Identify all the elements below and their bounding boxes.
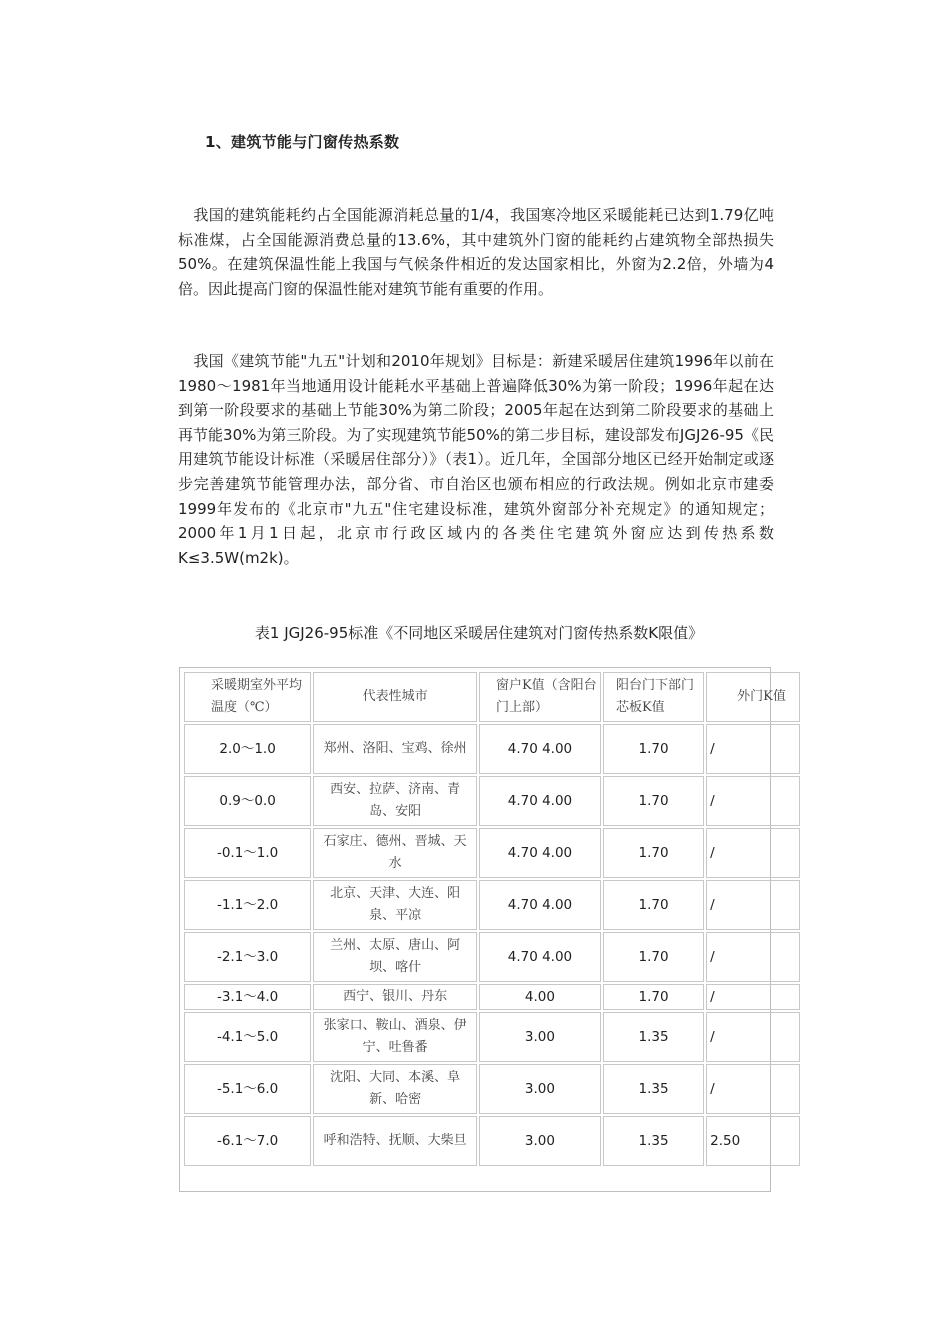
cell-balcony-k: 1.35 — [603, 1116, 704, 1166]
cell-door-k: / — [706, 984, 800, 1010]
cell-temperature: -2.1～3.0 — [184, 932, 311, 982]
header-door-k: 外门K值 — [706, 672, 800, 722]
cell-window-k: 4.70 4.00 — [479, 776, 601, 826]
paragraph-energy-consumption — [178, 203, 774, 301]
cell-window-k: 3.00 — [479, 1116, 601, 1166]
table-row — [184, 828, 800, 878]
table-row — [184, 932, 800, 982]
cell-window-k: 4.70 4.00 — [479, 932, 601, 982]
paragraph-energy-targets — [178, 349, 774, 570]
k-value-table-container — [179, 667, 786, 1192]
cell-door-k: / — [706, 1064, 800, 1114]
cell-window-k: 3.00 — [479, 1012, 601, 1062]
cell-window-k: 4.00 — [479, 984, 601, 1010]
table-row — [184, 880, 800, 930]
paragraph-text: 我国的建筑能耗约占全国能源消耗总量的1/4，我国寒冷地区采暖能耗已达到1.79亿吨标准煤，占全国能源消费总量的13.6%，其中建筑外门窗的能耗约占建筑物全部热损失50%。在建筑保温性能上我国与气候条件相近的发达国家相比，外窗为2.2倍，外墙为4倍。因此提高门窗的保温性能对建筑节能有重要的作用。 — [178, 206, 774, 298]
cell-temperature: -4.1～5.0 — [184, 1012, 311, 1062]
cell-city: 呼和浩特、抚顺、大柴旦 — [313, 1116, 477, 1166]
header-city: 代表性城市 — [313, 672, 477, 722]
cell-door-k: / — [706, 932, 800, 982]
k-value-table — [182, 670, 802, 1168]
table-row — [184, 1012, 800, 1062]
cell-door-k: / — [706, 828, 800, 878]
cell-temperature: -5.1～6.0 — [184, 1064, 311, 1114]
table-row — [184, 724, 800, 774]
section-heading: 1、建筑节能与门窗传热系数 — [205, 133, 400, 151]
cell-balcony-k: 1.70 — [603, 828, 704, 878]
paragraph-text: 我国《建筑节能"九五"计划和2010年规划》目标是：新建采暖居住建筑1996年以前在1980～1981年当地通用设计能耗水平基础上普遍降低30%为第一阶段；1996年起在达到第一阶段要求的基础上节能30%为第二阶段；2005年起在达到第二阶段要求的基础上再节能30%为第三阶段。为了实现建筑节能50%的第二步目标，建设部发布JGJ26-95《民用建筑节能设计标准（采暖居住部分）》（表1）。近几年，全国部分地区已经开始制定或逐步完善建筑节能管理办法，部分省、市自治区也颁布相应的行政法规。例如北京市建委1999年发布的《北京市"九五"住宅建设标准，建筑外窗部分补充规定》的通知规定；2000年1月1日起，北京市行政区域内的各类住宅建筑外窗应达到传热系数K≤3.5W(m2k)。 — [178, 352, 774, 567]
cell-balcony-k: 1.70 — [603, 724, 704, 774]
cell-balcony-k: 1.35 — [603, 1064, 704, 1114]
table-row — [184, 984, 800, 1010]
cell-balcony-k: 1.70 — [603, 880, 704, 930]
cell-temperature: -0.1～1.0 — [184, 828, 311, 878]
table-row — [184, 1116, 800, 1166]
cell-window-k: 4.70 4.00 — [479, 724, 601, 774]
cell-balcony-k: 1.35 — [603, 1012, 704, 1062]
cell-door-k: / — [706, 1012, 800, 1062]
header-balcony-k: 阳台门下部门芯板K值 — [603, 672, 704, 722]
cell-window-k: 3.00 — [479, 1064, 601, 1114]
cell-city: 沈阳、大同、本溪、阜新、哈密 — [313, 1064, 477, 1114]
cell-window-k: 4.70 4.00 — [479, 880, 601, 930]
cell-temperature: 2.0～1.0 — [184, 724, 311, 774]
cell-city: 西宁、银川、丹东 — [313, 984, 477, 1010]
cell-temperature: 0.9～0.0 — [184, 776, 311, 826]
table-row — [184, 1064, 800, 1114]
cell-balcony-k: 1.70 — [603, 984, 704, 1010]
cell-door-k: 2.50 — [706, 1116, 800, 1166]
cell-temperature: -6.1～7.0 — [184, 1116, 311, 1166]
cell-city: 石家庄、德州、晋城、天水 — [313, 828, 477, 878]
cell-city: 兰州、太原、唐山、阿坝、喀什 — [313, 932, 477, 982]
cell-city: 西安、拉萨、济南、青岛、安阳 — [313, 776, 477, 826]
cell-balcony-k: 1.70 — [603, 776, 704, 826]
cell-temperature: -3.1～4.0 — [184, 984, 311, 1010]
cell-temperature: -1.1～2.0 — [184, 880, 311, 930]
cell-balcony-k: 1.70 — [603, 932, 704, 982]
table-row — [184, 776, 800, 826]
cell-door-k: / — [706, 880, 800, 930]
cell-door-k: / — [706, 724, 800, 774]
cell-door-k: / — [706, 776, 800, 826]
cell-window-k: 4.70 4.00 — [479, 828, 601, 878]
table-header-row — [184, 672, 800, 722]
header-temperature: 采暖期室外平均温度（℃） — [184, 672, 311, 722]
cell-city: 北京、天津、大连、阳泉、平凉 — [313, 880, 477, 930]
table-caption: 表1 JGJ26-95标准《不同地区采暖居住建筑对门窗传热系数K限值》 — [254, 624, 704, 642]
cell-city: 张家口、鞍山、酒泉、伊宁、吐鲁番 — [313, 1012, 477, 1062]
cell-city: 郑州、洛阳、宝鸡、徐州 — [313, 724, 477, 774]
header-window-k: 窗户K值（含阳台门上部） — [479, 672, 601, 722]
